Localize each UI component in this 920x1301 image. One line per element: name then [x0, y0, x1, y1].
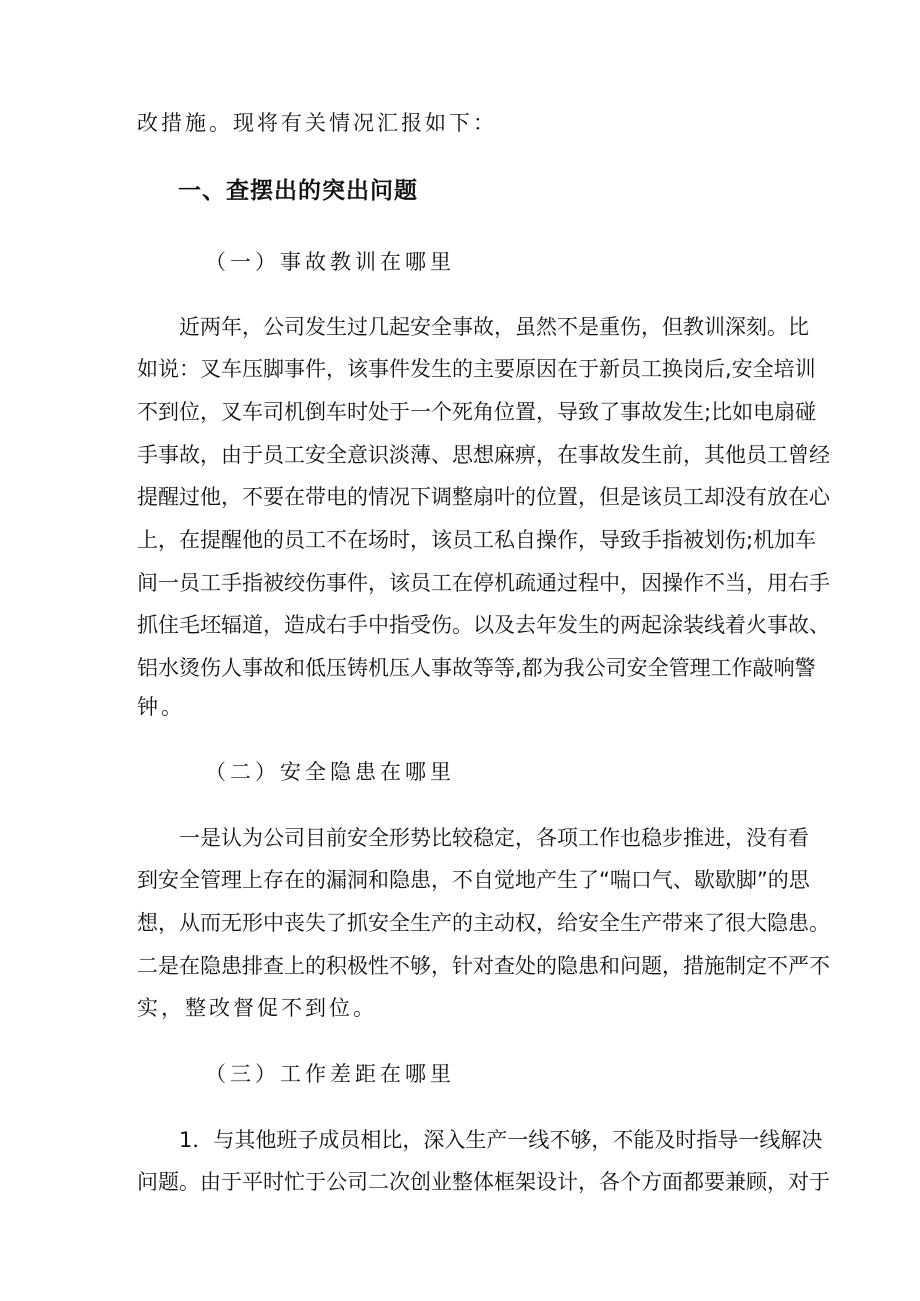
- paragraph-line: 1．与其他班子成员相比，深入生产一线不够，不能及时指导一线解决: [137, 1128, 823, 1152]
- paragraph-line: 实，整改督促不到位。: [137, 996, 377, 1020]
- subsection-heading: （一）事故教训在哪里: [205, 250, 455, 274]
- subsection-heading: （二）安全隐患在哪里: [205, 760, 455, 784]
- paragraph-line: 如说：叉车压脚事件，该事件发生的主要原因在于新员工换岗后,安全培训: [137, 357, 816, 381]
- paragraph-line: 一是认为公司目前安全形势比较稳定，各项工作也稳步推进，没有看: [137, 826, 809, 850]
- paragraph-line: 二是在隐患排查上的积极性不够，针对查处的隐患和问题，措施制定不严不: [137, 954, 830, 978]
- section-heading: 一、查摆出的突出问题: [178, 178, 418, 204]
- subsection-heading: （三）工作差距在哪里: [205, 1062, 455, 1086]
- paragraph-line: 近两年，公司发生过几起安全事故，虽然不是重伤，但教训深刻。比: [137, 315, 809, 339]
- intro-line: 改措施。现将有关情况汇报如下：: [137, 111, 497, 135]
- paragraph-line: 钟。: [137, 695, 185, 719]
- paragraph-line: 到安全管理上存在的漏洞和隐患，不自觉地产生了“喘口气、歇歇脚”的思: [137, 868, 810, 892]
- paragraph-line: 间一员工手指被绞伤事件，该员工在停机疏通过程中，因操作不当，用右手: [137, 571, 830, 595]
- paragraph-line: 抓住毛坯辐道，造成右手中指受伤。以及去年发生的两起涂装线着火事故、: [137, 613, 830, 637]
- paragraph-line: 不到位，叉车司机倒车时处于一个死角位置，导致了事故发生;比如电扇碰: [137, 400, 817, 424]
- paragraph-line: 铝水烫伤人事故和低压铸机压人事故等等,都为我公司安全管理工作敲响警: [137, 656, 816, 680]
- paragraph-line: 上，在提醒他的员工不在场时，该员工私自操作，导致手指被划伤;机加车: [137, 528, 817, 552]
- paragraph-line: 问题。由于平时忙于公司二次创业整体框架设计，各个方面都要兼顾，对于: [137, 1170, 830, 1194]
- paragraph-line: 想，从而无形中丧失了抓安全生产的主动权，给安全生产带来了很大隐患。: [137, 911, 830, 935]
- paragraph-line: 手事故，由于员工安全意识淡薄、思想麻痹，在事故发生前，其他员工曾经: [137, 443, 830, 467]
- paragraph-line: 提醒过他，不要在带电的情况下调整扇叶的位置，但是该员工却没有放在心: [137, 485, 830, 509]
